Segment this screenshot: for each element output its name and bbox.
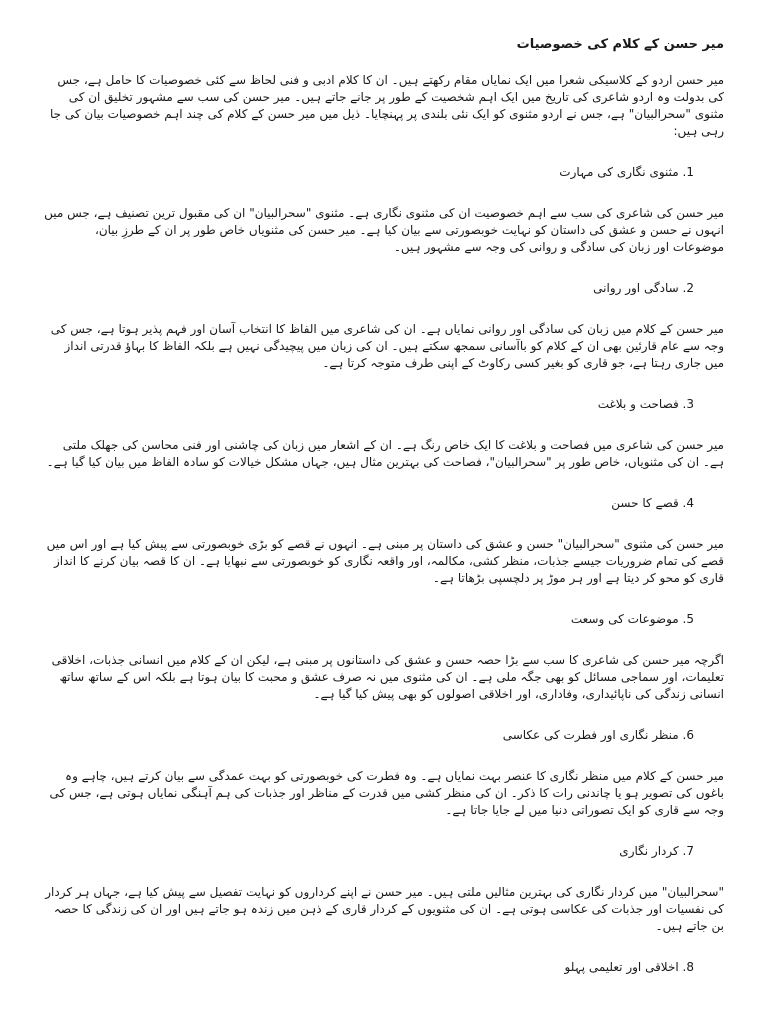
section-heading-7: 7. کردار نگاری <box>619 844 694 858</box>
document-page <box>44 36 724 976</box>
section-heading-8: 8. اخلاقی اور تعلیمی پہلو <box>564 960 694 974</box>
section-body-4: میر حسن کی مثنوی "سحرالبیان" حسن و عشق کی داستان پر مبنی ہے۔ انہوں نے قصے کو بڑی خوبصورتی سے پیش کیا ہے اور اس میں قصے کی تمام ضروریات جیسے جذبات، منظر کشی، مکالمہ، اور واقعہ نگاری کو خوبصورتی سے نبھایا ہے۔ ان کا قصہ بیان کرنے کا انداز قاری کو محو کر دیتا ہے اور ہر موڑ پر دلچسپی بڑھاتا ہے۔ <box>46 537 724 585</box>
section-body-7: "سحرالبیان" میں کردار نگاری کی بہترین مثالیں ملتی ہیں۔ میر حسن نے اپنے کرداروں کو نہایت تفصیل سے پیش کیا ہے، جہاں ہر کردار کی نفسیات اور جذبات کی عکاسی ہوتی ہے۔ ان کی مثنویوں کے کردار قاری کے ذہن میں زندہ ہو جاتے ہیں اور ان کی زندگی کا حصہ بن جاتے ہیں۔ <box>45 885 724 933</box>
section-heading-3: 3. فصاحت و بلاغت <box>597 397 694 411</box>
section-body-5: اگرچہ میر حسن کی شاعری کا سب سے بڑا حصہ حسن و عشق کی داستانوں پر مبنی ہے، لیکن ان کے کلام میں انسانی جذبات، اخلاقی تعلیمات، اور سماجی مسائل کو بھی جگہ ملی ہے۔ ان کی مثنوی میں نہ صرف عشق و محبت کا بیان ہوتا ہے بلکہ اس کے ساتھ ساتھ انسانی زندگی کی ناپائیداری، وفاداری، اور اخلاقی اصولوں کو بھی پیش کیا گیا ہے۔ <box>51 653 724 701</box>
section-body-6: میر حسن کے کلام میں منظر نگاری کا عنصر بہت نمایاں ہے۔ وہ فطرت کی خوبصورتی کو بہت عمدگی سے بیان کرتے ہیں، چاہے وہ باغوں کی تصویر ہو یا چاندنی رات کا ذکر۔ ان کی منظر کشی میں قدرت کے مناظر اور جذبات کی ہم آہنگی نمایاں ہوتی ہے، جس کی وجہ سے قاری کو ایک تصوراتی دنیا میں لے جایا جاتا ہے۔ <box>49 769 724 817</box>
intro-paragraph: میر حسن اردو کے کلاسیکی شعرا میں ایک نمایاں مقام رکھتے ہیں۔ ان کا کلام ادبی و فنی لحاظ سے کئی خصوصیات کا حامل ہے، جس کی بدولت وہ اردو شاعری کی تاریخ میں ایک اہم شخصیت کے طور پر جانے جاتے ہیں۔ میر حسن کی سب سے مشہور تخلیق ان کی مثنوی "سحرالبیان" ہے، جس نے اردو مثنوی کو ایک نئی بلندی پر پہنچایا۔ ذیل میں میر حسن کے کلام کی چند اہم خصوصیات بیان کی جا رہی ہیں: <box>50 73 724 138</box>
section-body-2: میر حسن کے کلام میں زبان کی سادگی اور روانی نمایاں ہے۔ ان کی شاعری میں الفاظ کا انتخاب آسان اور فہم پذیر ہوتا ہے، جس کی وجہ سے عام قارئین بھی ان کے کلام کو باآسانی سمجھ سکتے ہیں۔ ان کی زبان میں پیچیدگی نہیں ہے بلکہ الفاظ کا بہاؤ قدرتی انداز میں جاری رہتا ہے، جو قاری کو بغیر کسی رکاوٹ کے اپنی طرف متوجہ کرتا ہے۔ <box>50 322 724 370</box>
document-title: میر حسن کے کلام کی خصوصیات <box>516 37 724 52</box>
section-heading-5: 5. موضوعات کی وسعت <box>570 612 694 626</box>
section-heading-1: 1. مثنوی نگاری کی مہارت <box>559 165 694 179</box>
section-heading-2: 2. سادگی اور روانی <box>593 281 694 295</box>
section-heading-4: 4. قصے کا حسن <box>611 496 694 510</box>
section-body-3: میر حسن کی شاعری میں فصاحت و بلاغت کا ایک خاص رنگ ہے۔ ان کے اشعار میں زبان کی چاشنی اور فنی محاسن کی جھلک ملتی ہے۔ ان کی مثنویاں، خاص طور پر "سحرالبیان"، فصاحت کی بہترین مثال ہیں، جہاں مشکل خیالات کو سادہ الفاظ میں بیان کیا گیا ہے۔ <box>46 438 724 469</box>
section-body-1: میر حسن کی شاعری کی سب سے اہم خصوصیت ان کی مثنوی نگاری ہے۔ مثنوی "سحرالبیان" ان کی مقبول ترین تصنیف ہے، جس میں انہوں نے حسن و عشق کی داستان کو نہایت خوبصورتی سے بیان کیا ہے۔ میر حسن کی مثنویاں خاص طور پر ان کے طرزِ بیان، موضوعات اور زبان کی سادگی و روانی کی وجہ سے مشہور ہیں۔ <box>44 206 724 254</box>
section-heading-6: 6. منظر نگاری اور فطرت کی عکاسی <box>502 728 694 742</box>
